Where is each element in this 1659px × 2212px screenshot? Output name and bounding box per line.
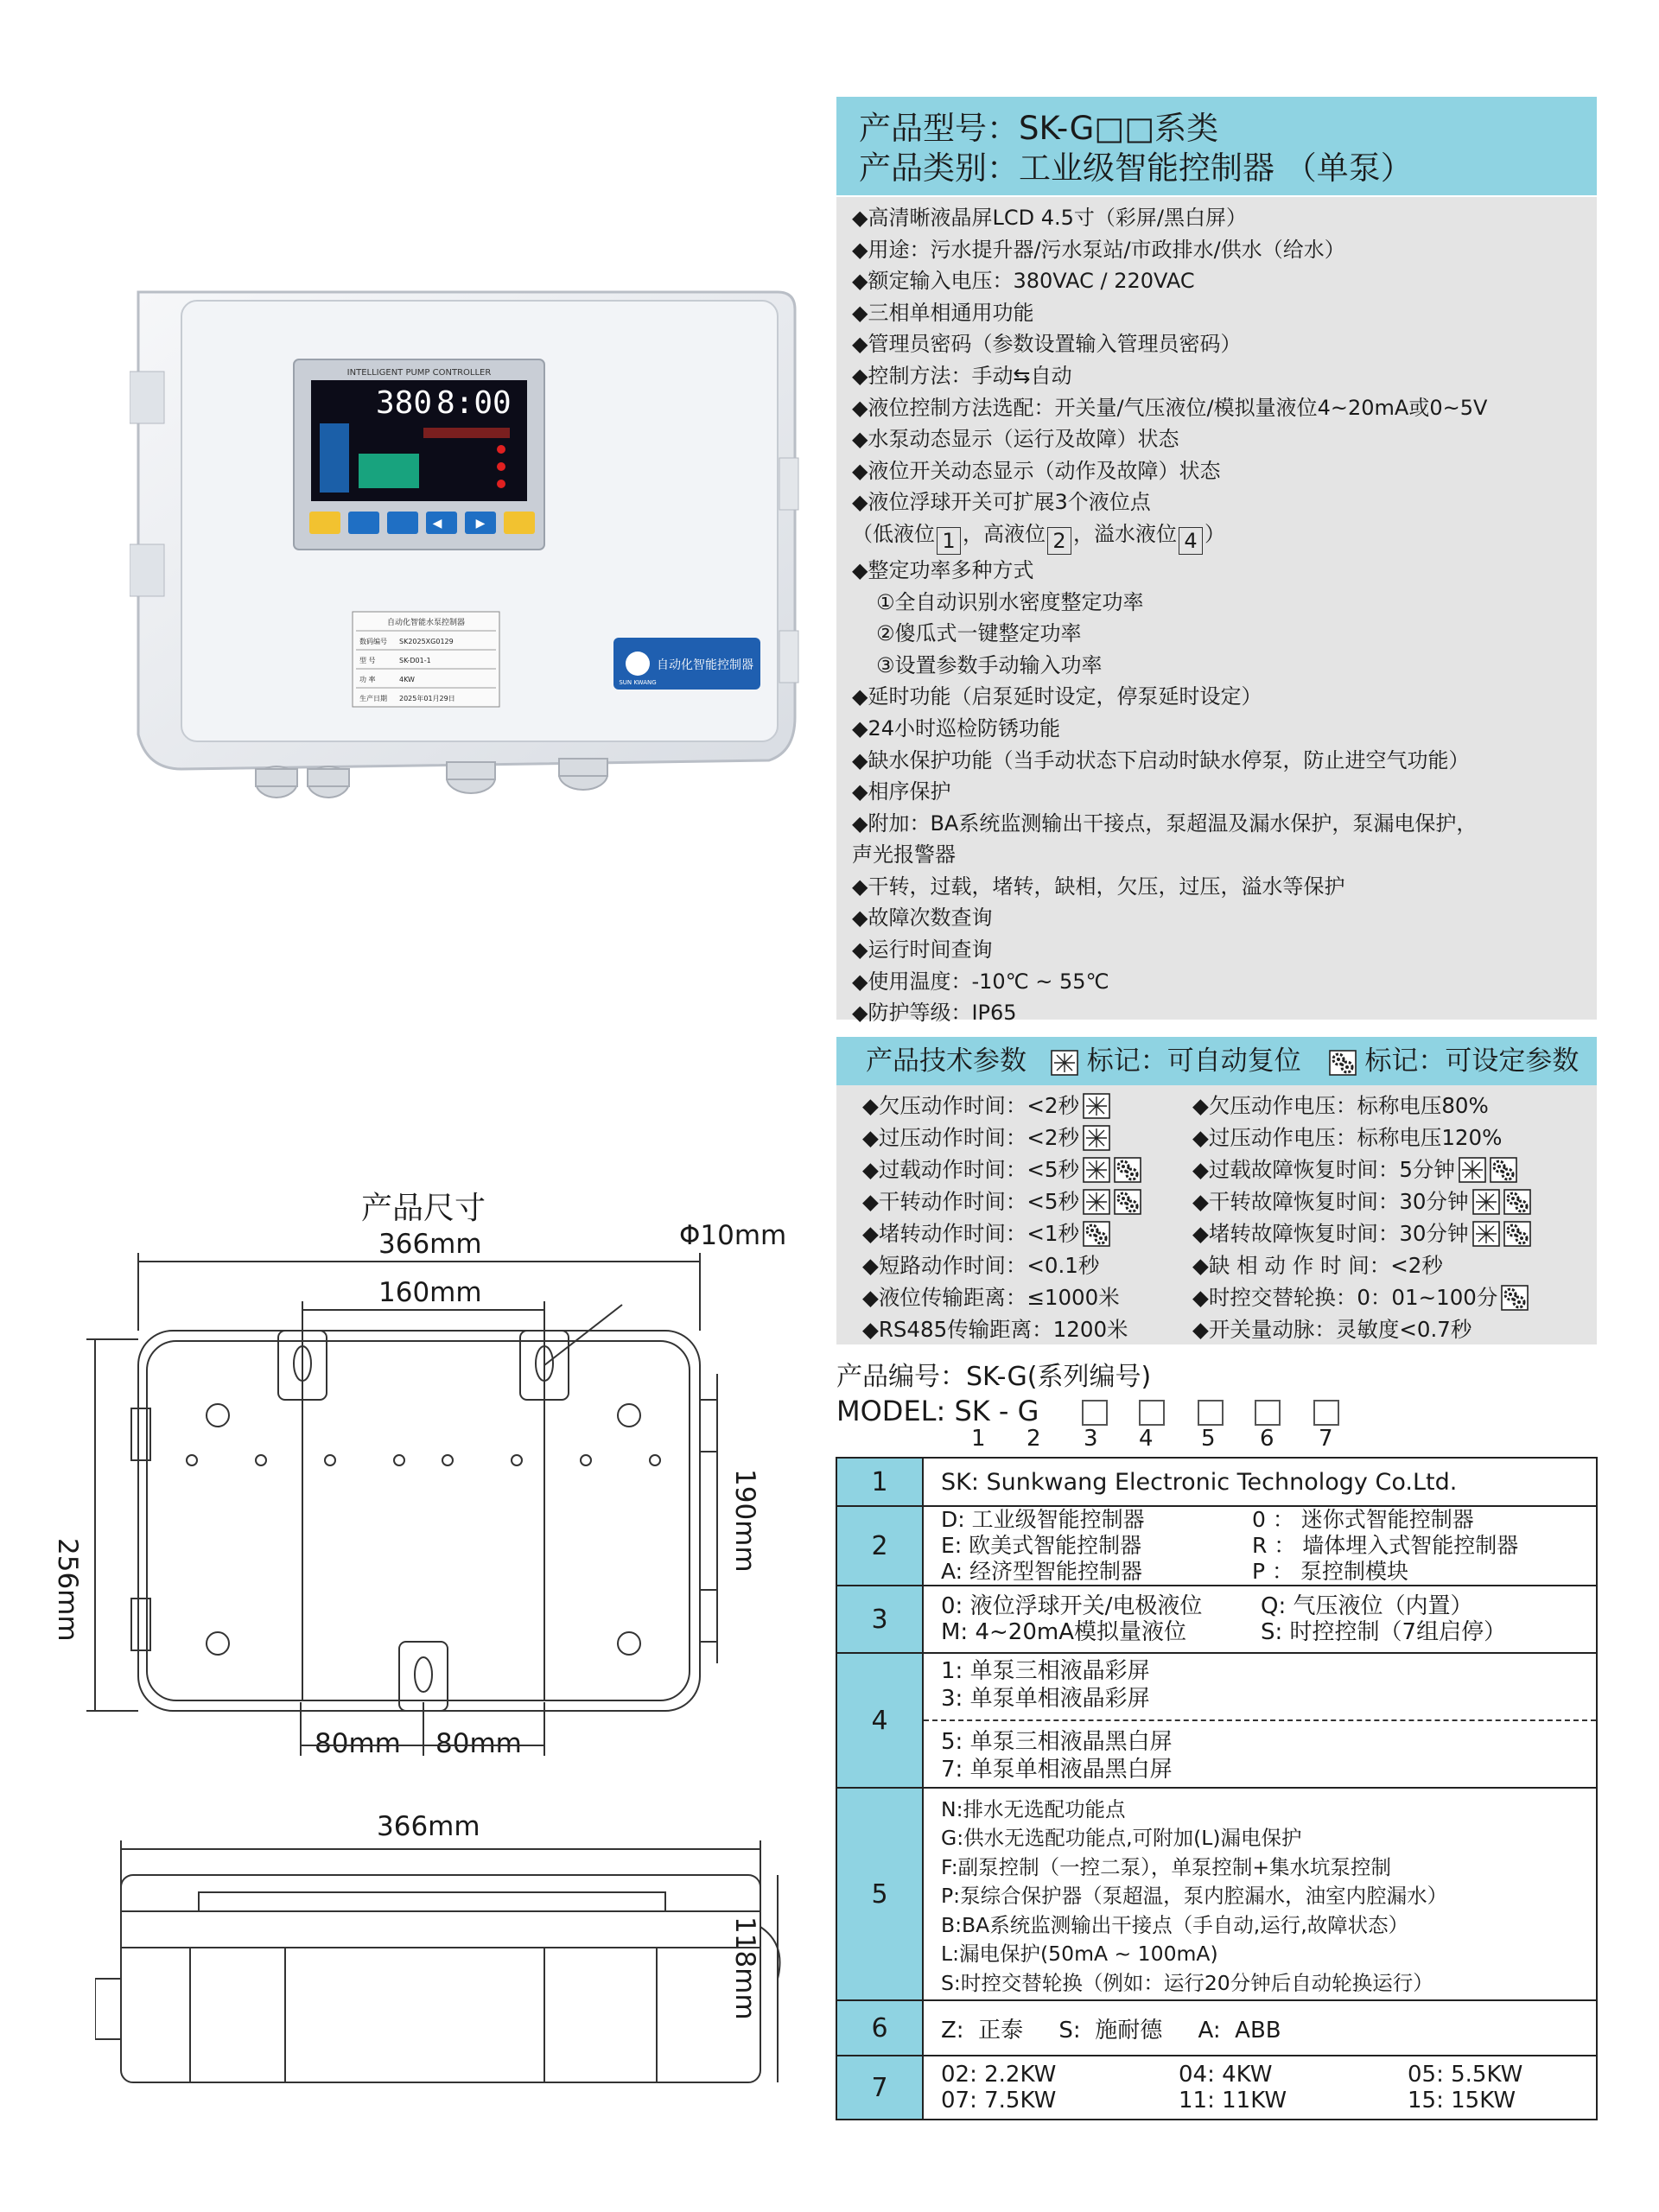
logo-sub: SUN KWANG <box>619 679 657 686</box>
feature-item: ◆故障次数查询 <box>852 906 993 931</box>
settable-icon <box>1503 1189 1531 1215</box>
tech-title: 产品技术参数 <box>866 1046 1027 1077</box>
feature-item: ◆水泵动态显示（运行及故障）状态 <box>852 427 1179 452</box>
dim-hole: Φ10mm <box>679 1220 787 1251</box>
settable-icon <box>1083 1221 1110 1247</box>
tech-param-text: ◆开关量动脉：灵敏度<0.7秒 <box>1192 1317 1472 1342</box>
feature-item: ◆整定功率多种方式 <box>852 557 1034 582</box>
level-box-2: 2 <box>1047 527 1071 555</box>
tech-param-text: ◆过载故障恢复时间：5分钟 <box>1192 1157 1455 1182</box>
legend-set: 标记：可设定参数 <box>1364 1046 1580 1077</box>
svg-text:生产日期: 生产日期 <box>359 695 387 702</box>
feature-subitem: ③设置参数手动输入功率 <box>876 652 1103 677</box>
tech-param-row <box>1192 1282 1529 1313</box>
table-row: 5 N:排水无选配功能点 G:供水无选配功能点,可附加(L)漏电保护 F:副泵控制（一控二泵），单泵控制+集水坑泵控制 P:泵综合保护器（泵超温，泵内腔漏水，油室内腔漏水） B:BA系统监测输出干接点（手自动,运行,故障状态） L:漏电保护(50mA ~ 100mA) S:时控交替轮换（例如：运行20分钟后自动轮换运行） <box>836 1788 1597 2000</box>
position-number: 1 <box>971 1426 986 1452</box>
table-row: 3 0: 液位浮球开关/电极液位 M: 4~20mA模拟量液位 Q: 气压液位（内置） S: 时控控制（7组启停） <box>836 1586 1597 1653</box>
settable-icon <box>1114 1157 1141 1183</box>
logo-text: 自动化智能控制器 <box>657 658 753 672</box>
tech-param-text: ◆干转故障恢复时间：30分钟 <box>1192 1189 1469 1214</box>
dimensions-title: 产品尺寸 <box>361 1191 486 1226</box>
feature-item: ◆使用温度：-10℃ ~ 55℃ <box>852 969 1109 994</box>
feature-item: 声光报警器 <box>852 842 956 868</box>
model-line: 产品型号：SK-G□□系类 <box>859 110 1219 147</box>
auto-reset-icon <box>1083 1093 1110 1119</box>
svg-text:4KW: 4KW <box>399 676 415 683</box>
tech-param-text: ◆液位传输距离：≤1000米 <box>862 1285 1120 1310</box>
auto-reset-icon <box>1083 1157 1110 1183</box>
feature-item: ◆管理员密码（参数设置输入管理员密码） <box>852 332 1242 357</box>
settable-icon <box>1490 1157 1517 1183</box>
feature-item: ◆用途：污水提升器/污水泵站/市政排水/供水（给水） <box>852 237 1345 262</box>
svg-text:◀: ◀ <box>432 517 442 531</box>
display-voltage: 380 <box>376 385 433 421</box>
tech-param-text: ◆干转动作时间：<5秒 <box>862 1189 1079 1214</box>
tech-param-row <box>1192 1154 1517 1185</box>
feature-item: ◆干转，过载，堵转，缺相，欠压，过压，溢水等保护 <box>852 874 1345 899</box>
tech-param-text: ◆欠压动作时间：<2秒 <box>862 1093 1079 1118</box>
feature-item: ◆液位控制方法选配：开关量/气压液位/模拟量液位4~20mA或0~5V <box>852 395 1488 420</box>
settable-icon <box>1501 1285 1529 1311</box>
tech-param-text: ◆RS485传输距离：1200米 <box>862 1317 1128 1342</box>
auto-reset-icon <box>1051 1043 1078 1069</box>
auto-reset-icon <box>1083 1125 1110 1151</box>
model-prefix: MODEL: SK - G <box>836 1395 1039 1427</box>
svg-text:SK2025XG0129: SK2025XG0129 <box>399 638 454 645</box>
position-number: 3 <box>1084 1426 1098 1452</box>
side-dimension-drawing <box>95 1840 786 2117</box>
auto-reset-icon <box>1472 1189 1500 1215</box>
tech-param-text: ◆时控交替轮换：0：01~100分 <box>1192 1285 1498 1310</box>
table-row: 7 02: 2.2KW 07: 7.5KW 04: 4KW 11: 11KW 05: 5.5KW 15: 15KW <box>836 2056 1597 2120</box>
feature-item: ◆三相单相通用功能 <box>852 300 1034 325</box>
table-row: 4 1: 单泵三相液晶彩屏 3: 单泵单相液晶彩屏 5: 单泵三相液晶黑白屏 7: 单泵单相液晶黑白屏 <box>836 1653 1597 1788</box>
tech-param-row <box>1192 1122 1502 1154</box>
display-time: 8:00 <box>436 385 512 421</box>
svg-text:数码编号: 数码编号 <box>359 638 387 645</box>
numbering-title: 产品编号：SK-G(系列编号) <box>836 1362 1152 1392</box>
label-title: 自动化智能水泵控制器 <box>386 619 466 627</box>
level-points-line: （低液位 1 ，高液位 2 ，溢水液位 4 ） <box>852 521 1225 553</box>
tech-param-row <box>862 1090 1110 1122</box>
divider <box>924 1719 1596 1721</box>
level-box-1: 1 <box>937 527 961 555</box>
dim-height: 256mm <box>52 1538 83 1642</box>
front-dimension-drawing <box>78 1244 786 1780</box>
model-code-table <box>836 1457 1598 2120</box>
tech-param-row <box>1192 1186 1531 1217</box>
feature-item: ◆液位开关动态显示（动作及故障）状态 <box>852 458 1221 483</box>
auto-reset-icon <box>1083 1189 1110 1215</box>
settable-icon <box>1503 1221 1531 1247</box>
tech-header <box>836 1037 1597 1085</box>
product-photo <box>130 285 821 821</box>
auto-reset-icon <box>1472 1221 1500 1247</box>
position-number: 7 <box>1319 1426 1333 1452</box>
settable-icon <box>1329 1043 1357 1069</box>
feature-item: ◆延时功能（启泵延时设定，停泵延时设定） <box>852 684 1262 709</box>
tech-param-row <box>1192 1090 1489 1122</box>
position-number: 2 <box>1027 1426 1041 1452</box>
feature-item: ◆缺水保护功能（当手动状态下启动时缺水停泵，防止进空气功能） <box>852 747 1470 772</box>
svg-text:2025年01月29日: 2025年01月29日 <box>399 695 455 702</box>
feature-item: ◆液位浮球开关可扩展3个液位点 <box>852 490 1151 515</box>
position-number: 4 <box>1139 1426 1154 1452</box>
dim-width: 366mm <box>378 1229 482 1260</box>
feature-item: ◆附加：BA系统监测输出干接点，泵超温及漏水保护，泵漏电保护， <box>852 810 1478 836</box>
model-slot-box <box>1082 1400 1108 1426</box>
tech-param-text: ◆过载动作时间：<5秒 <box>862 1157 1079 1182</box>
tech-params <box>836 1085 1597 1344</box>
product-header <box>836 97 1597 195</box>
level-box-3: 4 <box>1179 527 1203 555</box>
table-row: 2 D: 工业级智能控制器 E: 欧美式智能控制器 A: 经济型智能控制器 0 ： 迷你式智能控制器 R ： 墙体埋入式智能控制器 P ： 泵控制模块 <box>836 1506 1597 1586</box>
position-number: 5 <box>1201 1426 1216 1452</box>
tech-param-row <box>1192 1250 1443 1281</box>
model-slot-box <box>1139 1400 1165 1426</box>
svg-text:功 率: 功 率 <box>359 676 376 683</box>
tech-param-row <box>862 1250 1099 1281</box>
svg-text:型 号: 型 号 <box>359 657 376 664</box>
feature-subitem: ②傻瓜式一键整定功率 <box>876 621 1082 646</box>
feature-item: ◆24小时巡检防锈功能 <box>852 715 1060 741</box>
tech-param-text: ◆短路动作时间：<0.1秒 <box>862 1253 1100 1278</box>
tech-param-text: ◆过压动作电压：标称电压120% <box>1192 1125 1503 1150</box>
tech-param-row <box>1192 1218 1531 1249</box>
svg-text:SK-D01-1: SK-D01-1 <box>399 657 431 664</box>
position-number: 6 <box>1260 1426 1274 1452</box>
tech-param-text: ◆欠压动作电压：标称电压80% <box>1192 1093 1489 1118</box>
tech-param-row <box>862 1282 1120 1313</box>
tech-param-text: ◆堵转动作时间：<1秒 <box>862 1221 1079 1246</box>
tech-param-text: ◆堵转故障恢复时间：30分钟 <box>1192 1221 1469 1246</box>
dim-side-width: 366mm <box>377 1811 480 1842</box>
feature-item: ◆运行时间查询 <box>852 938 993 963</box>
legend-auto: 标记：可自动复位 <box>1086 1046 1301 1077</box>
tech-param-text: ◆过压动作时间：<2秒 <box>862 1125 1079 1150</box>
model-slot-box <box>1198 1400 1224 1426</box>
settable-icon <box>1114 1189 1141 1215</box>
tech-param-row <box>1192 1314 1471 1345</box>
tech-param-text: ◆缺 相 动 作 时 间：<2秒 <box>1192 1253 1443 1278</box>
feature-item: ◆高清晰液晶屏LCD 4.5寸（彩屏/黑白屏） <box>852 206 1247 230</box>
feature-item: ◆控制方法：手动⇆自动 <box>852 363 1072 388</box>
svg-text:▶: ▶ <box>475 517 486 531</box>
feature-item: ◆额定输入电压：380VAC / 220VAC <box>852 269 1195 294</box>
dim-offset-right: 80mm <box>435 1728 522 1759</box>
tech-param-row <box>862 1314 1128 1345</box>
panel-brand: INTELLIGENT PUMP CONTROLLER <box>346 368 492 378</box>
category-line: 产品类别：工业级智能控制器 （单泵） <box>859 149 1413 187</box>
tech-param-row <box>862 1122 1110 1154</box>
model-slot-box <box>1313 1400 1339 1426</box>
table-row: 6 Z: 正泰 S: 施耐德 A: ABB <box>836 2000 1597 2056</box>
tech-param-row <box>862 1218 1110 1249</box>
feature-item: ◆防护等级：IP65 <box>852 1001 1017 1026</box>
table-row: 1 SK: Sunkwang Electronic Technology Co.Ltd. <box>836 1458 1597 1506</box>
dim-offset-left: 80mm <box>315 1728 401 1759</box>
model-slot-box <box>1255 1400 1281 1426</box>
feature-item: ◆相序保护 <box>852 779 951 804</box>
tech-param-row <box>862 1154 1141 1185</box>
tech-param-row <box>862 1186 1141 1217</box>
feature-list <box>836 197 1597 1026</box>
feature-subitem: ①全自动识别水密度整定功率 <box>876 589 1144 614</box>
dim-depth: 118mm <box>729 1916 760 2020</box>
dim-mount-width: 160mm <box>378 1277 482 1308</box>
dim-mount-height: 190mm <box>729 1469 760 1573</box>
auto-reset-icon <box>1459 1157 1486 1183</box>
